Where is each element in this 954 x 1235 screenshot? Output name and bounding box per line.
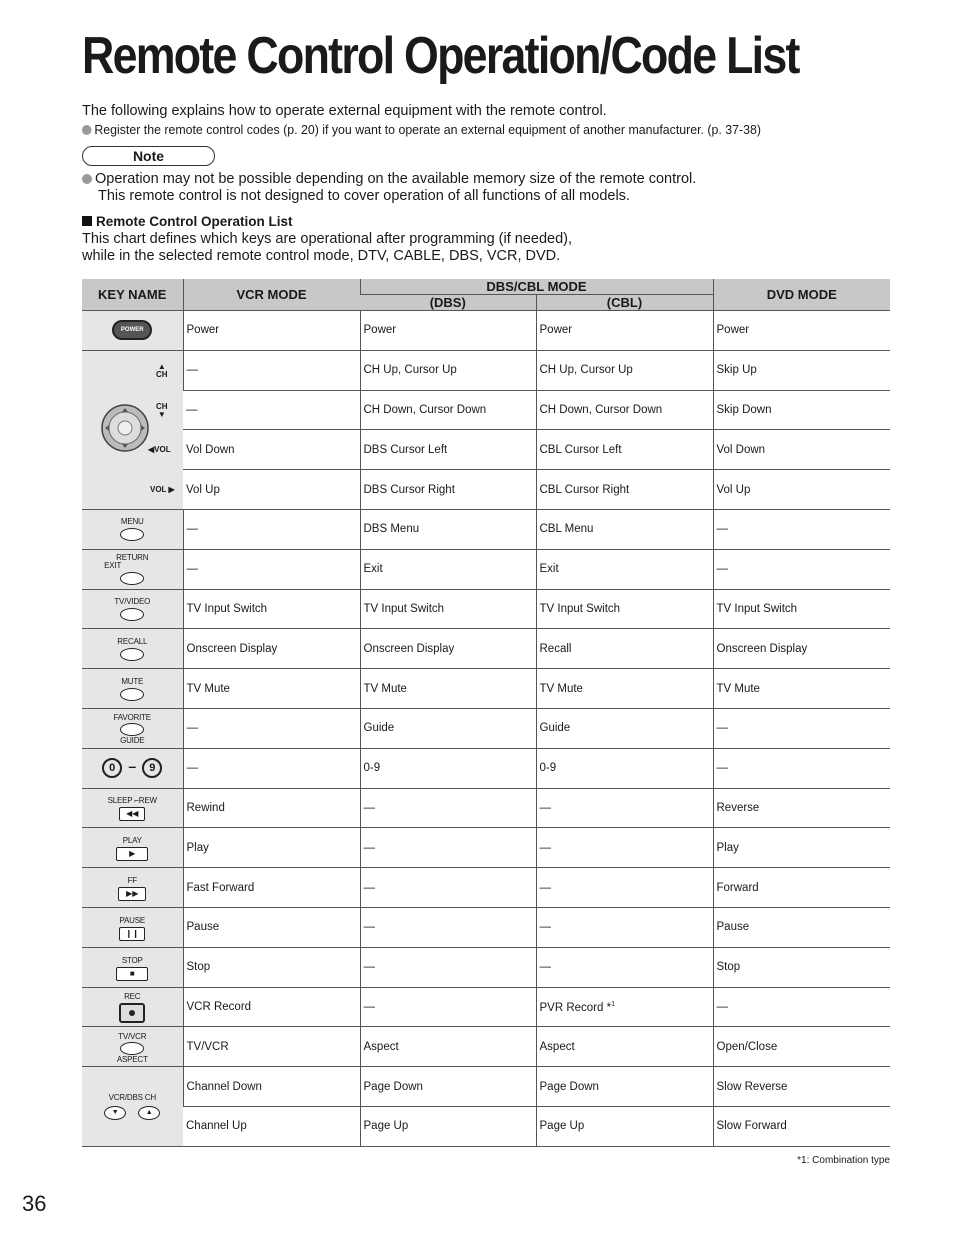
cell-cbl: Aspect (536, 1027, 713, 1067)
cell-cbl: Page Up (536, 1106, 713, 1146)
digit-9-icon: 9 (142, 758, 162, 778)
vol-right-label: VOL ▶ (150, 484, 175, 494)
cell-dvd: Vol Up (713, 470, 890, 510)
cell-dbs: TV Mute (360, 669, 536, 709)
key-play: PLAY ▶ (82, 828, 183, 868)
stop-icon: ■ (116, 967, 148, 981)
bullet-icon (82, 125, 92, 135)
table-row (82, 788, 890, 828)
cell-cbl: PVR Record *$^1$ (536, 987, 713, 1027)
cell-cbl: — (536, 828, 713, 868)
cell-dvd: — (713, 748, 890, 788)
cell-vcr: Power (183, 311, 360, 351)
cell-dbs: — (360, 907, 536, 947)
key-stop: STOP ■ (82, 947, 183, 987)
cell-vcr: — (183, 748, 360, 788)
mute-button-icon (120, 688, 144, 701)
cell-dbs: Guide (360, 708, 536, 748)
operation-table (82, 279, 890, 1147)
cell-vcr: — (183, 549, 360, 589)
cell-vcr: TV Input Switch (183, 589, 360, 629)
table-row (82, 589, 890, 629)
vol-left-label: ◀VOL (148, 444, 171, 454)
footnote-marker: 1 (611, 1000, 615, 1008)
tvvideo-button-icon (120, 608, 144, 621)
note-text (82, 171, 696, 205)
key-mute: MUTE (82, 669, 183, 709)
menu-button-icon (120, 528, 144, 541)
key-tvvideo: TV/VIDEO (82, 589, 183, 629)
footnote: *1: Combination type (797, 1155, 890, 1166)
cell-vcr: Play (183, 828, 360, 868)
cell-dvd: Onscreen Display (713, 629, 890, 669)
page-number: 36 (22, 1191, 47, 1216)
key-ff: FF ▶▶ (82, 868, 183, 908)
cell-vcr: VCR Record (183, 987, 360, 1027)
section-title: Remote Control Operation List (82, 214, 293, 229)
favorite-button-icon (120, 723, 144, 736)
header-dbs: (DBS) (360, 295, 536, 311)
intro-text: The following explains how to operate external equipment with the remote control. (82, 103, 607, 119)
cell-cbl: CH Up, Cursor Up (536, 350, 713, 390)
cell-dbs: — (360, 788, 536, 828)
cell-vcr: Fast Forward (183, 868, 360, 908)
cell-dvd: Stop (713, 947, 890, 987)
table-row (82, 1067, 890, 1107)
cell-vcr: Onscreen Display (183, 629, 360, 669)
key-vcrdbs-ch: VCR/DBS CH ▼ ▲ (82, 1067, 183, 1147)
cell-vcr: Channel Down (183, 1067, 360, 1107)
table-row (82, 390, 890, 430)
key-recall: RECALL (82, 629, 183, 669)
intro-bullet (82, 122, 761, 137)
cell-cbl: Page Down (536, 1067, 713, 1107)
cell-vcr: Rewind (183, 788, 360, 828)
cell-cbl: CBL Cursor Right (536, 470, 713, 510)
cell-dbs: — (360, 828, 536, 868)
key-return-exit: RETURN EXIT (82, 549, 183, 589)
key-favorite-guide: FAVORITE GUIDE (82, 708, 183, 748)
key-pause: PAUSE ❙❙ (82, 907, 183, 947)
cell-dvd: — (713, 987, 890, 1027)
table-row (82, 311, 890, 351)
cell-dvd: Forward (713, 868, 890, 908)
square-bullet-icon (82, 216, 92, 226)
cell-cbl: — (536, 868, 713, 908)
cell-dvd: Play (713, 828, 890, 868)
key-digits: 0 – 9 (82, 748, 183, 788)
bullet-icon (82, 174, 92, 184)
recall-button-icon (120, 648, 144, 661)
cell-cbl: CH Down, Cursor Down (536, 390, 713, 430)
page-title: Remote Control Operation/Code List (82, 27, 799, 85)
cell-cbl: Power (536, 311, 713, 351)
cell-vcr: Vol Down (183, 430, 360, 470)
cell-dbs: — (360, 868, 536, 908)
cell-dbs: Page Up (360, 1106, 536, 1146)
header-dvd-mode: DVD MODE (713, 279, 890, 311)
table-row (82, 987, 890, 1027)
cell-dvd: Slow Reverse (713, 1067, 890, 1107)
cell-dbs: Power (360, 311, 536, 351)
table-row (82, 868, 890, 908)
cell-dbs: DBS Cursor Left (360, 430, 536, 470)
dpad-icon (100, 403, 150, 453)
cell-dvd: Reverse (713, 788, 890, 828)
cell-vcr: — (183, 390, 360, 430)
table-row (82, 1027, 890, 1067)
cell-vcr: TV Mute (183, 669, 360, 709)
table-row (82, 669, 890, 709)
cell-dbs: TV Input Switch (360, 589, 536, 629)
cell-dvd: Skip Up (713, 350, 890, 390)
cell-cbl: — (536, 947, 713, 987)
header-cbl: (CBL) (536, 295, 713, 311)
note-line-2: This remote control is not designed to cover operation of all functions of all models. (98, 188, 630, 204)
cell-cbl: — (536, 907, 713, 947)
cell-vcr: — (183, 708, 360, 748)
table-row (82, 828, 890, 868)
table-row (82, 708, 890, 748)
header-key-name: KEY NAME (82, 279, 183, 311)
ch-down-label: CH ▼ (156, 401, 168, 419)
key-power (82, 311, 183, 351)
cell-cbl: — (536, 788, 713, 828)
intro-bullet-text: Register the remote control codes (p. 20) if you want to operate an external equipment of another manufacturer. (p. 37-38) (94, 122, 761, 137)
note-line-1: Operation may not be possible depending on the available memory size of the remote control. (82, 171, 696, 187)
cell-cbl: TV Input Switch (536, 589, 713, 629)
cell-vcr: — (183, 350, 360, 390)
cell-dbs: CH Up, Cursor Up (360, 350, 536, 390)
cell-dvd: Slow Forward (713, 1106, 890, 1146)
cell-dvd: Skip Down (713, 390, 890, 430)
record-icon (119, 1003, 145, 1023)
return-button-icon (120, 572, 144, 585)
key-menu: MENU (82, 509, 183, 549)
key-tvvcr-aspect: TV/VCR ASPECT (82, 1027, 183, 1067)
cell-cbl: TV Mute (536, 669, 713, 709)
table-row (82, 748, 890, 788)
cell-dvd: Pause (713, 907, 890, 947)
cell-cbl: Guide (536, 708, 713, 748)
rewind-icon: ◀◀ (119, 807, 145, 821)
cell-dbs: Page Down (360, 1067, 536, 1107)
table-row (82, 350, 890, 390)
cell-cbl: CBL Menu (536, 509, 713, 549)
cell-dbs: 0-9 (360, 748, 536, 788)
key-rewind: SLEEP ⌐REW ◀◀ (82, 788, 183, 828)
note-label: Note (82, 146, 215, 166)
cell-dbs: — (360, 947, 536, 987)
cell-cbl: CBL Cursor Left (536, 430, 713, 470)
cell-dvd: — (713, 549, 890, 589)
table-row (82, 509, 890, 549)
cell-dvd: TV Input Switch (713, 589, 890, 629)
cell-vcr: Channel Up (183, 1106, 360, 1146)
cell-dbs: CH Down, Cursor Down (360, 390, 536, 430)
cell-dbs: DBS Cursor Right (360, 470, 536, 510)
table-row (82, 549, 890, 589)
table-row (82, 907, 890, 947)
table-row (82, 947, 890, 987)
table-row (82, 1106, 890, 1146)
cell-vcr: Vol Up (183, 470, 360, 510)
digit-0-icon: 0 (102, 758, 122, 778)
cell-dbs: Exit (360, 549, 536, 589)
cell-cbl: Recall (536, 629, 713, 669)
cell-dvd: Open/Close (713, 1027, 890, 1067)
ch-up-label: ▲ CH (156, 361, 168, 379)
pause-icon: ❙❙ (119, 927, 145, 941)
cell-dbs: DBS Menu (360, 509, 536, 549)
cell-vcr: Pause (183, 907, 360, 947)
cell-vcr: TV/VCR (183, 1027, 360, 1067)
cell-cbl: 0-9 (536, 748, 713, 788)
cell-dvd: TV Mute (713, 669, 890, 709)
key-rec: REC (82, 987, 183, 1027)
cell-dvd: Power (713, 311, 890, 351)
section-description: This chart defines which keys are operational after programming (if needed), while in the selected remote control mode, DTV, CABLE, DBS, VCR, DVD. (82, 231, 573, 264)
header-vcr-mode: VCR MODE (183, 279, 360, 311)
table-row (82, 430, 890, 470)
channel-up-icon: ▲ (138, 1106, 160, 1120)
cell-dbs: Onscreen Display (360, 629, 536, 669)
cell-vcr: Stop (183, 947, 360, 987)
channel-down-icon: ▼ (104, 1106, 126, 1120)
cell-cbl: Exit (536, 549, 713, 589)
cell-dbs: — (360, 987, 536, 1027)
cell-dvd: — (713, 509, 890, 549)
cell-dbs: Aspect (360, 1027, 536, 1067)
key-dpad (82, 350, 183, 509)
play-icon: ▶ (116, 847, 148, 861)
table-row (82, 470, 890, 510)
table-row (82, 629, 890, 669)
cell-vcr: — (183, 509, 360, 549)
cell-dvd: — (713, 708, 890, 748)
cell-dvd: Vol Down (713, 430, 890, 470)
header-dbscbl-mode: DBS/CBL MODE (360, 279, 713, 295)
tvvcr-button-icon (120, 1042, 144, 1055)
power-button-icon: POWER (112, 320, 152, 340)
fast-forward-icon: ▶▶ (118, 887, 146, 901)
